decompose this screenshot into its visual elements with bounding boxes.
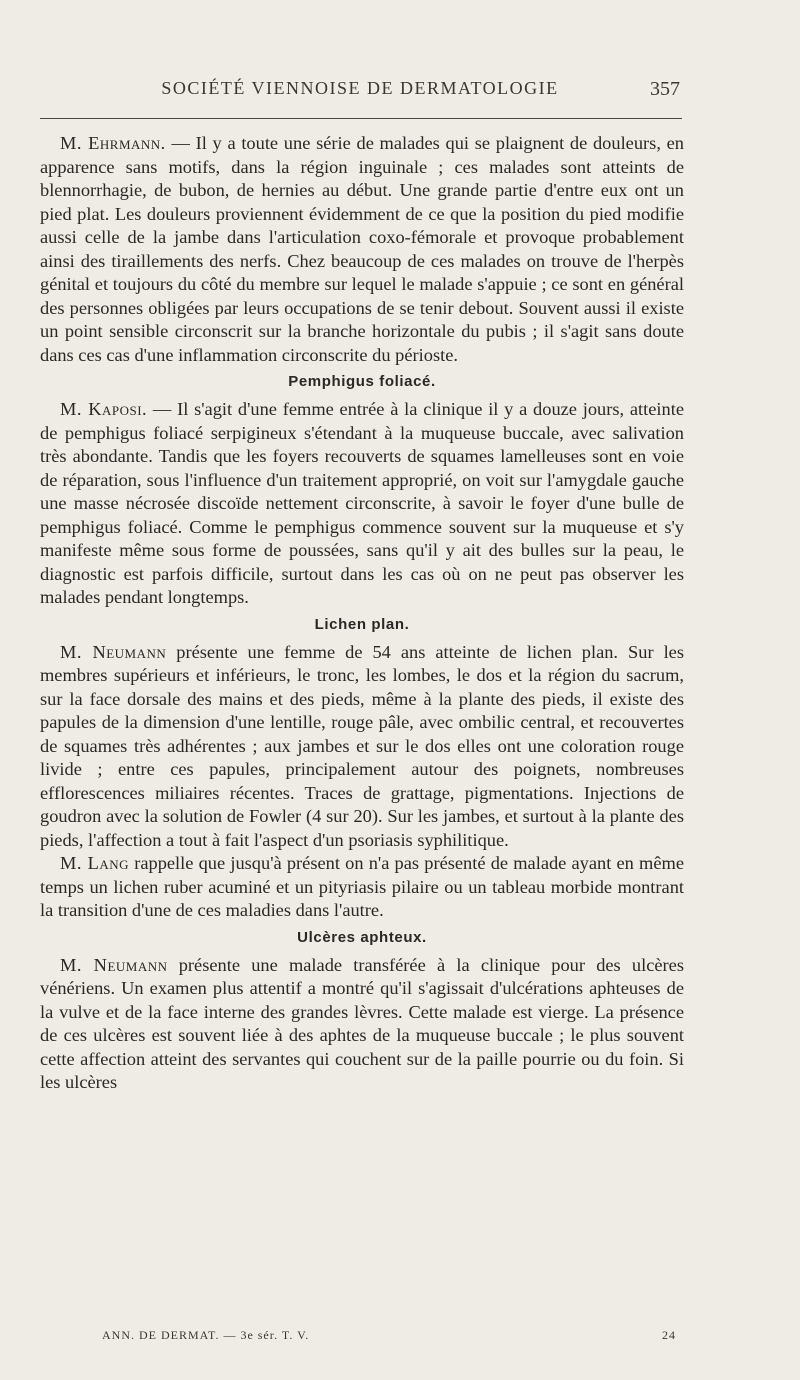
paragraph-text: — Il y a toute une série de malades qui se plaignent de douleurs, en apparence sans motifs, dans la région inguinale ; ces malades sont atteints de blennorrhagie, de bubon, de hernies au début. Une grande partie d'entre eux ont un pied plat. Les douleurs proviennent évidemment de ce que la position du pied modifie aussi celle de la jambe dans l'articulation coxo-fémorale et provoque probablement ainsi des tiraillements des nerfs. Chez beaucoup de ces malades on trouve de l'herpès génital et toujours du côté du membre sur lequel le malade s'appuie ; ce sont en général des personnes obligées par leurs occupations de se tenir debout. Souvent aussi il existe un point sensible circonscrit sur la branche horizontale du pubis ; il s'agit sans doute dans ces cas d'une inflammation circonscrite du périoste. [40,133,684,365]
header-rule [40,118,682,119]
speaker-name: M. Neumann [60,954,168,975]
section-heading-ulceres: Ulcères aphteux. [297,928,427,946]
paragraph-ehrmann [40,132,684,367]
page-number: 357 [650,78,680,100]
paragraph-kaposi [40,398,684,610]
paragraph-lang [40,852,684,923]
footer-signature: ANN. DE DERMAT. — 3e sér. T. V. [102,1328,310,1342]
paragraph-neumann-lichen [40,641,684,853]
speaker-name: M. Kaposi. [60,399,148,419]
text-body [40,132,684,1095]
paragraph-text: présente une malade transférée à la clinique pour des ulcères vénériens. Un examen plus attentif a montré qu'il s'agissait d'ulcérations aphteuses de la vulve et de la face interne des grandes lèvres. Cette malade est vierge. La présence de ces ulcères est souvent liée à des aphtes de la muqueuse buccale ; le plus souvent cette affection atteint des servantes qui couchent sur de la paille pourrie ou du foin. Si les ulcères [40,954,684,1092]
page-footer [40,1328,684,1350]
section-heading-lichen: Lichen plan. [314,615,410,633]
speaker-name: M. Neumann [60,641,167,662]
running-header [40,78,680,106]
paragraph-text: — Il s'agit d'une femme entrée à la clinique il y a douze jours, atteinte de pemphigus foliacé serpigineux s'étendant à la muqueuse buccale, avec salivation très abondante. Tandis que les foyers recouverts de squames lamelleuses sont en voie de réparation, sous l'influence d'un traitement approprié, on voit sur l'amygdale gauche une masse nécrosée discoïde nettement circonscrite, à savoir le foyer d'une bulle de pemphigus foliacé. Comme le pemphigus commence souvent sur la muqueuse et s'y manifeste même sous forme de poussées, sans qu'il y ait des bulles sur la peau, le diagnostic est parfois difficile, surtout dans les cas où on ne peut pas observer les malades pendant longtemps. [40,399,684,607]
paragraph-text: présente une femme de 54 ans atteinte de lichen plan. Sur les membres supérieurs et inférieurs, le tronc, les lombes, le dos et la région du sacrum, sur la face dorsale des mains et des pieds, même à la plante des pieds, il existe des papules de la dimension d'une lentille, rouge pâle, avec ombilic central, et recouvertes de squames très adhérentes ; aux jambes et sur le dos elles ont une coloration rouge livide ; entre ces papules, principalement autour des poignets, nombreuses efflorescences miliaires récentes. Traces de grattage, pigmentations. Injections de goudron avec la solution de Fowler (4 sur 20). Sur les jambes, et surtout à la plante des pieds, l'affection a tout à fait l'aspect d'un psoriasis syphilitique. [40,641,684,850]
speaker-name: M. Ehrmann. [60,133,166,153]
paragraph-text: rappelle que jusqu'à présent on n'a pas présenté de malade ayant en même temps un lichen ruber acuminé et un pityriasis pilaire ou un tableau morbide montrant la transition d'une de ces maladies dans l'autre. [40,853,684,920]
running-title: SOCIÉTÉ VIENNOISE DE DERMATOLOGIE [161,78,559,98]
footer-sheet-number: 24 [662,1328,676,1342]
section-heading-pemphigus: Pemphigus foliacé. [288,373,436,390]
paragraph-neumann-ulceres [40,954,684,1095]
speaker-name: M. Lang [60,853,130,873]
